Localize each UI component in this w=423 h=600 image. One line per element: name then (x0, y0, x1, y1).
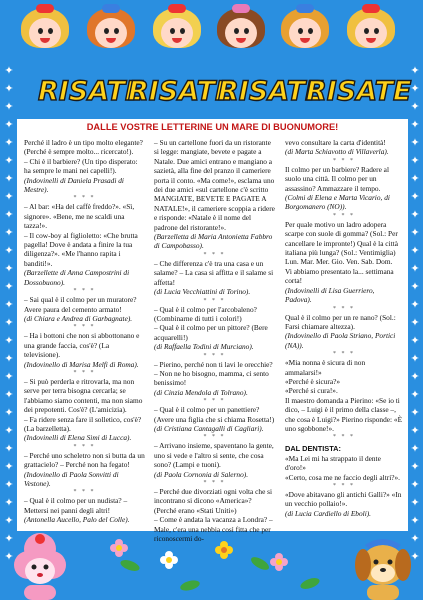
joke-text: Vi abbiamo presentato la... settimana corta! (285, 266, 394, 286)
contributor-credit: (Antonella Aucello, Palo del Colle). (24, 515, 130, 525)
text-column-3 (285, 138, 403, 518)
joke-text: – Perché due divorziati ogni volta che si incontrano si dicono «America»? (Perché erano «Stati Uniti») (154, 487, 273, 515)
joke-text: – Sai qual è il colmo per un muratore? Avere paura del cemento armato! (24, 295, 137, 314)
joke-text: «Certo, cosa me ne faccio degli altri?». (285, 472, 401, 482)
contributor-credit: (Barzelletta di Maria Antonietta Fabbro di Campobasso). (154, 232, 273, 251)
subheading: DAL DENTISTA: (285, 444, 341, 454)
joke-text: – Al bar: «Ha del caffè freddo?». «Sì, signore». «Bene, me ne scaldi una tazza!». (24, 202, 135, 231)
content-sheet (17, 119, 408, 544)
separator: * * * (203, 398, 226, 405)
contributor-credit: (di Raffaella Todini di Murciano). (154, 342, 254, 352)
separator: * * * (333, 351, 355, 358)
separator: * * * (203, 480, 226, 486)
joke-text: – Qual è il colmo per un panettiere? (Avere una figlia che si chiama Rosetta!) (154, 405, 275, 424)
contributor-credit: (di Marta Schiavotto di Villaverla). (285, 147, 389, 157)
cartoon-girl-face (214, 4, 268, 60)
joke-text: «Perché si cura!». (285, 386, 338, 396)
text-column-2 (154, 138, 275, 543)
joke-text: – Che differenza c'è tra una casa e un salame? – La casa si affitta e il salame si affetta! (154, 258, 274, 287)
joke-text: – Ha i bottoni che non si abbottonano e una grande faccia, cos'è? (La televisione). (24, 331, 140, 360)
separator: * * * (333, 483, 355, 489)
star-border-left: ✦ ✦ ✦ ✦ ✦ ✦ ✦ ✦ ✦ ✦ ✦ ✦ ✦ ✦ ✦ ✦ ✦ ✦ ✦ ✦ ✦ ✦ ✦ ✦ ✦ ✦ ✦ ✦ (4, 64, 14, 563)
separator: * * * (73, 288, 96, 295)
header-illustration (0, 0, 423, 118)
section-heading: DALLE VOSTRE LETTERINE UN MARE DI BUONUMORE! (86, 122, 339, 132)
joke-text: – Il cow-boy al figlioletto: «Che brutta pagella! Dove è andata a finire la tua diligenza?». «Me l'hanno rapita i banditi!». (24, 230, 138, 268)
joke-text: Qual è il colmo per un re nano? (Sol.: Farsi chiamare altezza). (285, 312, 396, 331)
separator: * * * (333, 157, 355, 164)
flower-icon (215, 541, 233, 559)
joke-text: vevo consultare la carta d'identità! (285, 138, 386, 147)
joke-text: Il maestro domanda a Pierino: «Se io ti dico, – Luigi è il primo della classe –, che cosa è Luigi?» Pierino risponde: «È uno sgobbone!». (285, 395, 403, 433)
contributor-credit: (Indovinello di Marisa Melfi di Roma). (24, 359, 139, 369)
separator: * * * (203, 297, 226, 304)
contributor-credit: (di Lucia Cardiello di Eboli). (285, 508, 372, 518)
contributor-credit: (di Cinzia Mendola di Tolrano). (154, 387, 248, 397)
joke-text: Per quale motivo un ladro adopera scarpe con suole di gomma? (Sol.: Per cancellare le impronte!) Qual è la città italiana più lunga? (Sol.: Ventimiglia) (285, 219, 398, 258)
joke-text: – Perché uno scheletro non si butta da un grattacielo? – Perché non ha fegato! (24, 450, 145, 470)
separator: * * * (203, 434, 226, 441)
contributor-credit: (Colmi di Elena e Marta Vicario, di Borgomanero (NO)). (285, 193, 390, 212)
separator: * * * (333, 305, 355, 312)
separator: * * * (73, 195, 96, 202)
contributor-credit: (di Paola Cornonia di Salerno). (154, 469, 249, 479)
joke-text: – Qual è il colmo per un pittore? (Bere acquarelli!) (154, 323, 268, 342)
star-border-right: ✦ ✦ ✦ ✦ ✦ ✦ ✦ ✦ ✦ ✦ ✦ ✦ ✦ ✦ ✦ ✦ ✦ ✦ ✦ ✦ ✦ ✦ ✦ ✦ ✦ ✦ ✦ ✦ (410, 64, 420, 563)
joke-text: – Su un cartellone fuori da un ristorante si legge: mangiate, bevete e pagate a Natale. Due amici entrano e mangiano a sazietà, alla fine del pranzo il cameriere porta il conto. «Ma come!», esclama uno dei due amici «sul cartellone c'è scritto MANGIATE, BEVETE E PAGATE A NATALE!», il cameriere scoppia a ridere e risponde: «Natale è il nome del padrone del ristorante!». (154, 138, 275, 232)
separator: * * * (73, 369, 96, 376)
cartoon-girl-face (84, 4, 138, 60)
joke-text: – Qual è il colmo per un nudista? – Mettersi nei panni degli altri! (24, 496, 128, 515)
pink-poodle-icon (2, 531, 82, 600)
joke-text: «Mia nonna è sicura di non ammalarsi!» (285, 358, 366, 377)
flower-icon (160, 551, 178, 569)
cartoon-girl-face (344, 4, 398, 60)
flower-icon (270, 553, 288, 571)
contributor-credit: (di Lucia Vecchiattini di Torino). (154, 287, 251, 297)
joke-text: «Perché è sicura?» (285, 376, 341, 386)
separator: * * * (203, 352, 226, 359)
separator: * * * (73, 489, 96, 496)
title-banner (38, 70, 412, 116)
joke-text: – Fa ridere senza fare il solletico, cos'è? (La barzelletta). (24, 414, 142, 433)
joke-text: Il colmo per un barbiere? Radere al suolo una città. Il colmo per un assassino? Ammazzare il tempo. (285, 164, 389, 193)
puppy-icon (343, 535, 421, 600)
separator: * * * (333, 434, 355, 441)
contributor-credit: (Indovinello di Paola Sonvitti di Vestone). (24, 469, 119, 488)
joke-text: «Dove abitavano gli antichi Galli?» «In un vecchio pollaio!». (285, 490, 402, 509)
separator: * * * (203, 251, 226, 258)
joke-text: Lun. Mar. Mer. Gio. Ven. Sab. Dom. (285, 257, 393, 267)
title-word: RISATE (38, 76, 144, 107)
title-word: RISATE (218, 76, 324, 107)
separator: * * * (73, 324, 96, 331)
contributor-credit: (di Chiara e Andrea di Garbagnate). (24, 313, 133, 323)
cartoon-girl-face (18, 4, 72, 60)
separator: * * * (73, 443, 96, 450)
joke-text: – Arrivano insieme, spaventano la gente, uno si vede e l'altro si sente, che cosa sono? (Lampi e tuoni). (154, 441, 274, 470)
joke-text: – Pierino, perché non ti lavi le orecchie? – Non ne ho bisogno, mamma, ci sento benissimo! (154, 359, 273, 388)
joke-text: «Ma Lei mi ha strappato il dente d'oro!» (285, 453, 381, 473)
contributor-credit: (di Cristiana Cantagalli di Cagliari). (154, 423, 264, 433)
joke-text: Perché il ladro è un tipo molto elegante? (Perché è sempre molto... ricercato!). (24, 138, 143, 157)
cartoon-girl-face (278, 4, 332, 60)
contributor-credit: (Indovinelli di Elena Simi di Lucca). (24, 433, 132, 443)
contributor-credit: (Indovinello di Paola Striano, Portici (NA)). (285, 331, 396, 350)
text-column-1 (24, 138, 145, 525)
joke-text: – Qual è il colmo per l'arcobaleno? (Combinarne di tutti i colori!) (154, 304, 257, 323)
contributor-credit: (Indovinelli di Lisa Guerriero, Padova). (285, 285, 375, 305)
title-word: RISATE (128, 76, 234, 107)
flower-icon (110, 539, 128, 557)
joke-text: – Chi è il barbiere? (Un tipo disperato: ha sempre le mani nei capelli!). (24, 156, 138, 176)
separator: * * * (333, 212, 355, 219)
contributor-credit: (Indovinelli di Daniela Prasadi di Mestre). (24, 175, 124, 195)
joke-text: – Si può perderla e ritrovarla, ma non serve per terra bisogna cercarla; se l'abbiamo siamo contenti, ma non siamo dei prepotenti. Cos'è? (L'amicizia). (24, 376, 143, 415)
footer-illustration (0, 531, 423, 600)
joke-text: – Come è andata la vacanza a Londra? – Male, c'era una nebbia così fitta che per riconoscermi do- (154, 515, 273, 544)
contributor-credit: (Barzellette di Anna Campostrini di Dossobuono). (24, 268, 130, 287)
title-word: RISATE (306, 76, 412, 107)
cartoon-girl-face (150, 4, 204, 60)
